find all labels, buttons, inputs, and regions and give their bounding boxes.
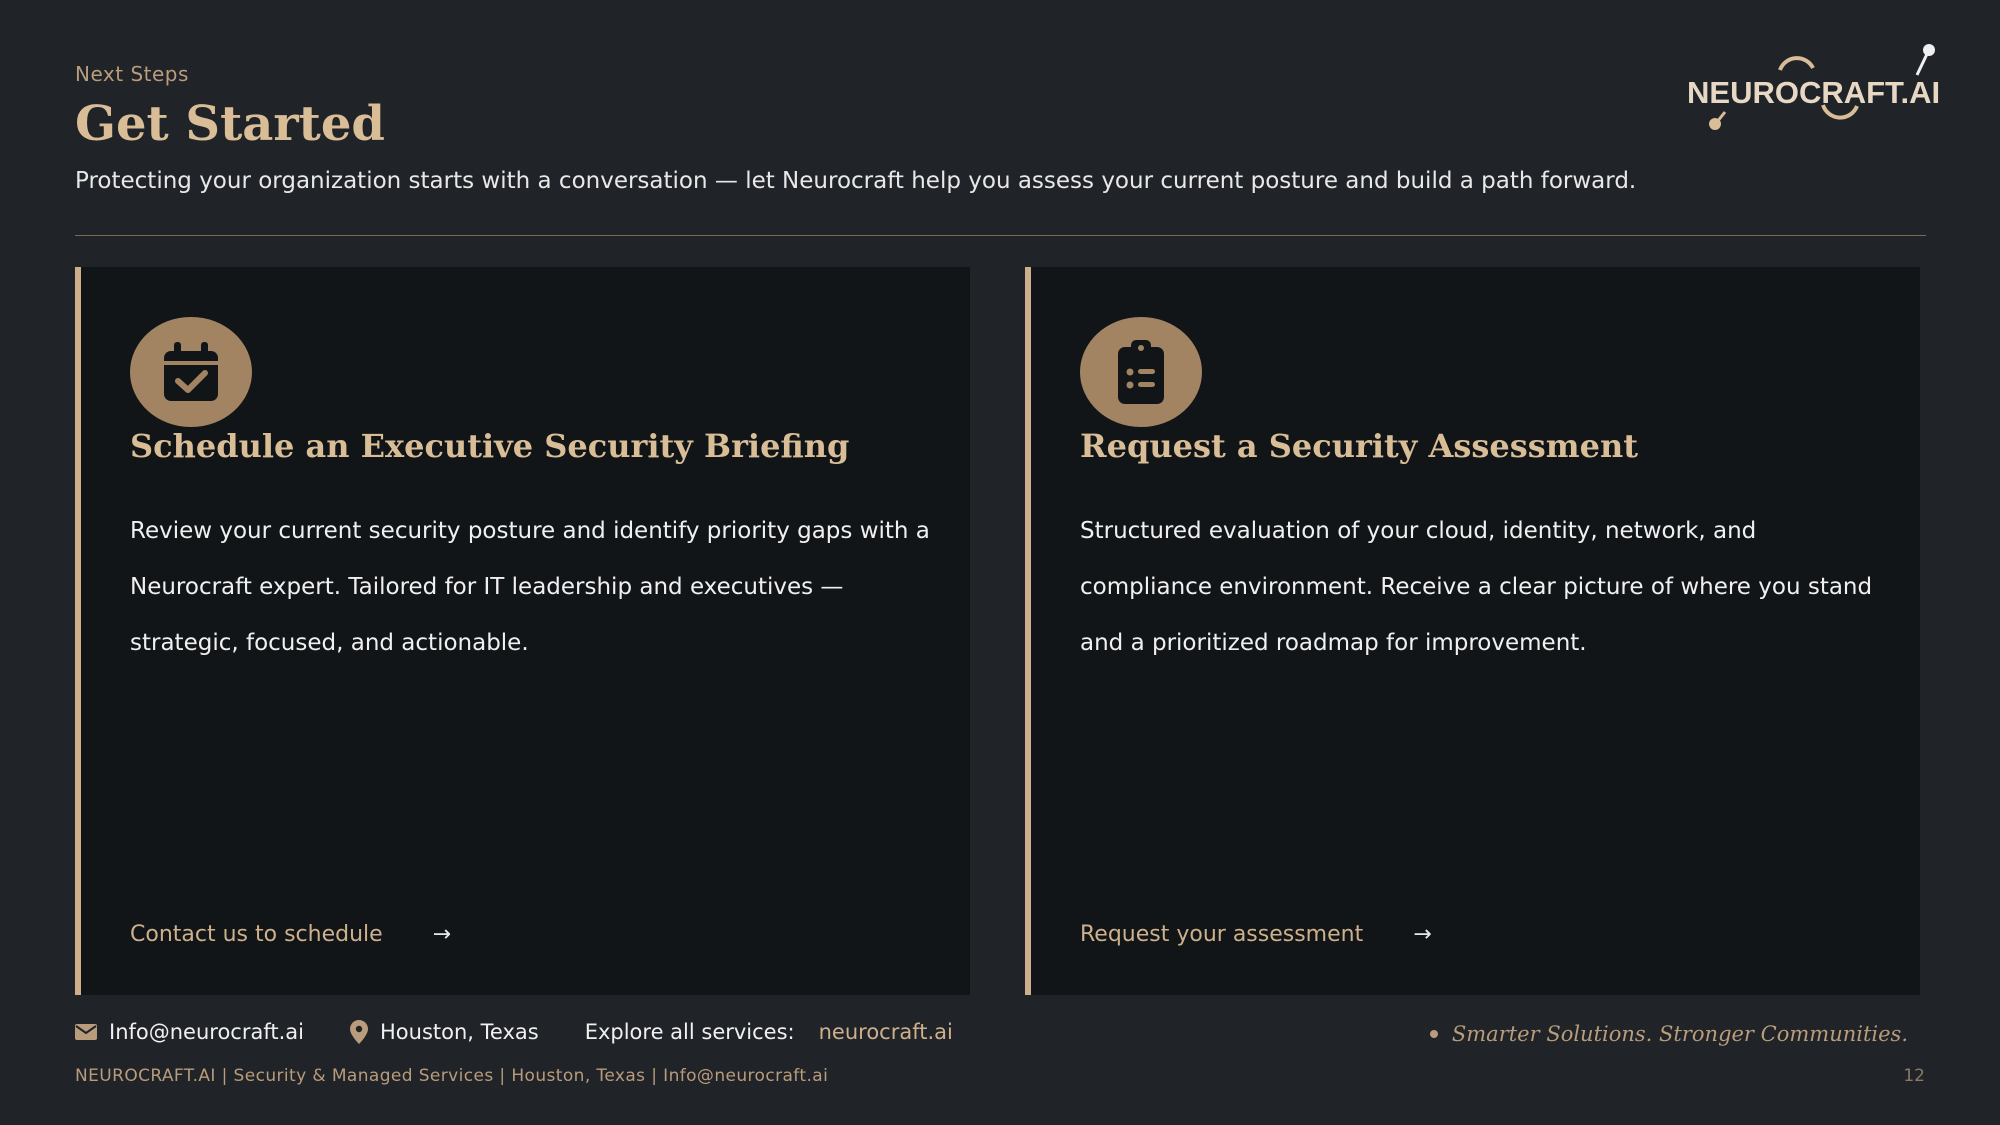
header-divider bbox=[75, 235, 1926, 236]
tagline-text: Smarter Solutions. Stronger Communities. bbox=[1451, 1022, 1908, 1046]
location-text: Houston, Texas bbox=[380, 1020, 539, 1044]
eyebrow-label: Next Steps bbox=[75, 62, 189, 86]
footer-location bbox=[350, 1020, 539, 1044]
bullet-dot bbox=[1430, 1030, 1438, 1038]
card-title: Request a Security Assessment bbox=[1080, 427, 1639, 465]
cta-label: Contact us to schedule bbox=[130, 922, 383, 947]
card-security-assessment bbox=[1025, 267, 1920, 995]
footer-email[interactable] bbox=[75, 1020, 304, 1044]
brand-logo bbox=[1685, 40, 1960, 130]
card-executive-briefing bbox=[75, 267, 970, 995]
email-text: Info@neurocraft.ai bbox=[109, 1020, 304, 1044]
map-pin-icon bbox=[350, 1020, 368, 1044]
card-description: Structured evaluation of your cloud, identity, network, and compliance environment. Receive a clear picture of where you stand and a prioritized roadmap for improvement. bbox=[1080, 518, 1873, 656]
tagline bbox=[1430, 1022, 1908, 1046]
card-description: Review your current security posture and identify priority gaps with a Neurocraft expert. Tailored for IT leadership and executives — strategic, focused, and actionable. bbox=[130, 518, 930, 656]
card-icon-badge bbox=[130, 317, 252, 427]
request-assessment-link[interactable] bbox=[1080, 922, 1432, 947]
page-subtitle: Protecting your organization starts with a conversation — let Neurocraft help you assess your current posture and build a path forward. bbox=[75, 168, 1637, 194]
calendar-check-icon bbox=[161, 341, 221, 403]
cta-label: Request your assessment bbox=[1080, 922, 1364, 947]
page-number: 12 bbox=[1903, 1066, 1925, 1086]
neurocraft-logo-mark bbox=[1685, 40, 1960, 130]
logo-text: NEUROCRAFT.AI bbox=[1687, 75, 1941, 110]
arrow-right-icon: → bbox=[1413, 922, 1432, 947]
footer-contact-bar bbox=[75, 1020, 953, 1044]
page-title: Get Started bbox=[75, 96, 385, 152]
footer-line: NEUROCRAFT.AI | Security & Managed Services | Houston, Texas | Info@neurocraft.ai bbox=[75, 1066, 829, 1086]
contact-schedule-link[interactable] bbox=[130, 922, 451, 947]
services-link[interactable]: neurocraft.ai bbox=[818, 1020, 953, 1044]
card-icon-badge bbox=[1080, 317, 1202, 427]
card-title: Schedule an Executive Security Briefing bbox=[130, 427, 850, 465]
arrow-right-icon: → bbox=[432, 922, 452, 947]
services-label: Explore all services: bbox=[584, 1020, 795, 1044]
envelope-icon bbox=[75, 1024, 97, 1040]
clipboard-list-icon bbox=[1116, 339, 1166, 405]
